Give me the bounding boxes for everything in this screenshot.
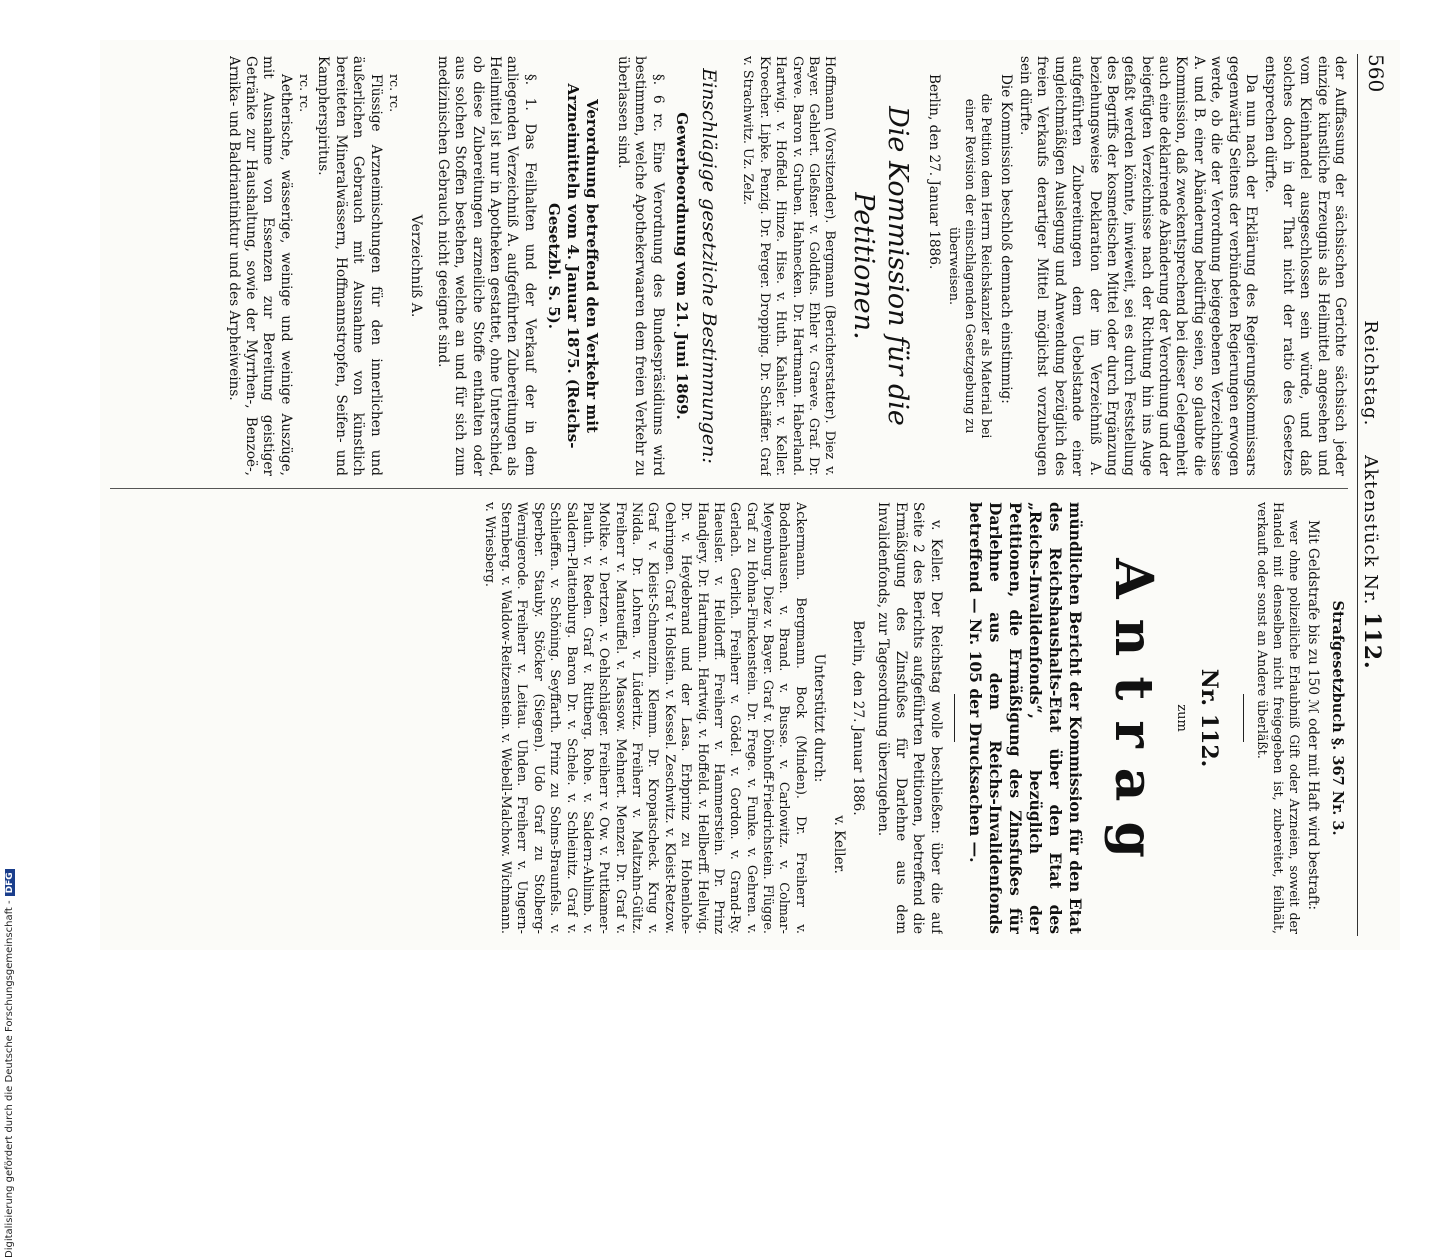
left-column [110,56,1348,476]
list-item: Flüssige Arzneimischungen für den innerlichen und äußerlichen Gebrauch mit Ausnahme von künstlich bereiteten Mineralwässern, Hoffmannstropfen, Seifen- und Kampherspiritus. [315,56,384,476]
gewerbeordnung-text: §. 6 rc. Eine Verordnung des Bundespräsidiums wird bestimmen, welche Apothekerwaaren dem freien Verkehr zu überlassen sind. [614,56,666,476]
header-number: 112. [1359,612,1385,670]
credit-text: Digitalisierung gefördert durch die Deutsche Forschungsgemeinschaft - [4,900,15,1258]
motion-text: v. Keller. Der Reichstag wolle beschließen: über die auf Seite 2 des Berichts aufgeführten Petitionen, betreffend die Ermäßigung des Zinsfußes für Darlehne aus dem Invalidenfonds, zur Tagesordnung überzugehen. [875,502,944,934]
attachments-title: Einschlägige gesetzliche Bestimmungen: [698,68,721,464]
list-item: Aetherische, wässerige, weinige und weinige Auszüge, mit Ausnahme von Essenzen zur Bereitung geistiger Getränke zur Haushaltung, sowie der Myrrhen-, Benzoë-, Arnika- und Baldriantinktur und des Arpheiweins. [225,56,294,476]
right-column [110,502,1348,934]
date-line: Berlin, den 27. Januar 1886. [850,620,866,816]
document-viewport [100,40,1400,950]
dfg-logo: DFG [5,869,15,896]
verordnung-title: Verordnung betreffend den Verkehr mit Arzneimitteln vom 4. Januar 1875. (Reichs-Gesetzbl. S. 5). [545,83,602,449]
header-title-line [1358,54,1386,936]
strafgesetz-text: Mit Geldstrafe bis zu 150 ℳ oder mit Haft wird bestraft: [1305,520,1322,911]
zum-label: zum [1173,704,1189,732]
supporters-list: Ackermann. Bergmann. Bock (Minden). Dr. Freiherr v. Bodenhausen. v. Brand. v. Busse. v. Carlowitz. v. Colmar-Meyenburg. Diez v. Bayer. Graf v. Dönhoff-Friedrichstein. Flügge. Graf zu Hohna-Finckenstein. Dr. Frege. v. Funke. v. Gehren. v. Gerlach. Gerlich. Freiherr v. Gödel. v. Gordon. v. Grand-Ry. Haeusler. v. Helldorff. Freiherr v. Hammerstein. Dr. Prinz Handjery. Dr. Hartmann. Hartwig. v. Hoffeld. v. Hellberff. Hellwig. Dr. v. Heydebrand und der Lasa. Erbprinz zu Hohenlohe-Oehringen. Graf v. Holstein. v. Kessel. Zeschwitz. v. Kleist-Retzow. Graf v. Kleist-Schmenzin. Klemm. Dr. Kropatscheck. Krug v. Nidda. Dr. Lohren. v. Lüderitz. Freiherr v. Maltzahn-Gültz. Freiherr v. Manteuffel. v. Massow. Mehnert. Menzer. Dr. Graf v. Moltke. v. Dertzen. v. Oehlschläger. Freiherr v. Ow. v. Puttkamer-Plauth. v. Reden. Graf v. Rittberg. Rohe. v. Saldern-Ahlimb. v. Saldern-Plattenburg. Baron Dr. v. Schele. v. Schleinitz. Graf v. Schlieffen. v. Schöning. Seyffarth. Prinz zu Solms-Braunfels. v. Sperber. Stauby. Stöcker (Siegen). Udo Graf zu Stolberg-Wernigerode. Freiherr v. Leitau. Uhden. Freiherr v. Ungern-Sternberg. v. Waldow-Reitzenstein. v. Webell-Malchow. Wichmann. v. Wriesberg. [481,502,808,934]
page-number: 560 [1364,54,1388,93]
list-marker: rc. rc. [296,74,312,113]
supported-by: Unterstützt durch: [811,653,828,783]
separator-rule [1243,694,1244,742]
credit-strip [0,0,18,1258]
strafgesetz-title: Strafgesetzbuch §. 367 Nr. 3. [1329,600,1346,836]
verzeichnis-title: Verzeichniß A. [407,214,424,318]
list-marker: rc. rc. [386,74,402,113]
scanned-page [100,40,1400,950]
paragraph: Da nun nach der Erklärung des Regierungskommissars gegenwärtig Seitens der verbündeten Regierungen erwogen werde, ob die der Verordnung beigegebenen Verzeichnisse A. und B. einer Abänderung bedürftig seien, so glaubte die Kommission, daß zweckentsprechend bei dieser Gelegenheit auch eine deklarirende Abänderung der Verordnung und der beigefügten Verzeichnisse nach der Richtung hin ins Auge gefaßt werden könnte, inwieweit, sei es durch Feststellung des Begriffs der kosmetischen Mittel oder durch Ergänzung beziehungsweise Deklaration der im Verzeichniß A. aufgeführten Zubereitungen dem Uebelstande einer ungleichmäßigen Auslegung und Anwendung bezüglich des freien Verkaufs derartiger Mittel möglichst vorzubeugen sein dürfte. [1016,56,1260,476]
antrag-body: mündlichen Bericht der Kommission für den Etat des Reichshaushalts-Etat über den Etat des „Reichs-Invalidenfonds“, bezüglich der Petitionen, die Ermäßigung des Zinsfußes für Darlehne aus dem Reichs-Invalidenfonds betreffend — Nr. 105 der Drucksachen —. [965,502,1086,934]
digitisation-credit [4,298,20,1258]
header-title: Reichstag. [1360,320,1381,427]
commission-title: Die Kommission für die Petitionen. [847,106,914,426]
strafgesetz-item: wer ohne polizeiliche Erlaubniß Gift oder Arzneien, soweit der Handel mit denselben nicht freigegeben ist, zubereitet, feilhält, verkauft oder sonst an Andere überläßt. [1254,502,1303,934]
column-divider [110,488,1348,489]
separator-rule [954,694,955,742]
paragraph: der Auffassung der sächsischen Gerichte sächsisch jeder einzige künstliche Erzeugnis als Heilmittel angesehen und vom Kleinhandel ausgeschlossen sein würde, und daß solches doch in der That nicht der ratio des Gesetzes entsprechen dürfte. [1262,56,1348,476]
verordnung-text: §. 1. Das Feilhalten und der Verkauf der in dem anliegenden Verzeichniß A. aufgeführten Zubereitungen als Heilmittel ist nur in Apotheken gestattet, ohne Unterschied, ob diese Zubereitungen arzneiliche Stoffe enthalten oder aus solchen Stoffen bestehen, welche an und für sich zum medizinischen Gebrauch nicht geeignet sind. [434,56,538,476]
paragraph: Die Kommission beschloß demnach einstimmig: [997,74,1014,404]
document-number: Nr. 112. [1195,668,1222,768]
mover: v. Keller. [830,815,847,874]
header-subtitle: Aktenstück Nr. [1360,455,1381,606]
resolution: die Petition dem Herrn Reichskanzler als Material bei einer Revision der einschlagenden Gesetzgebung zu überweisen. [946,93,995,439]
signatories: Hoffmann (Vorsitzender). Bergmann (Berichterstatter). Diez v. Bayer. Gehlert. Gleßner. v. Goldfus. Ehler v. Graeve. Graf. Dr. Greve. Baron v. Gruben. Hahnecken. Dr. Hartmann. Haberland. Hartwig. v. Hoffeld. Hinze. Hise. v. Huth. Kahsler. v. Keller. Kroecher. Lipke. Penzig. Dr. Perger. Dropping. Dr. Schäffer. Graf v. Strachwitz. Uz. Zelz. [740,56,838,476]
antrag-heading: Antrag [1102,558,1164,878]
page-header [1357,54,1392,936]
date-line: Berlin, den 27. Januar 1886. [925,74,942,270]
gewerbeordnung-title: Gewerbeordnung vom 21. Juni 1869. [672,112,691,420]
